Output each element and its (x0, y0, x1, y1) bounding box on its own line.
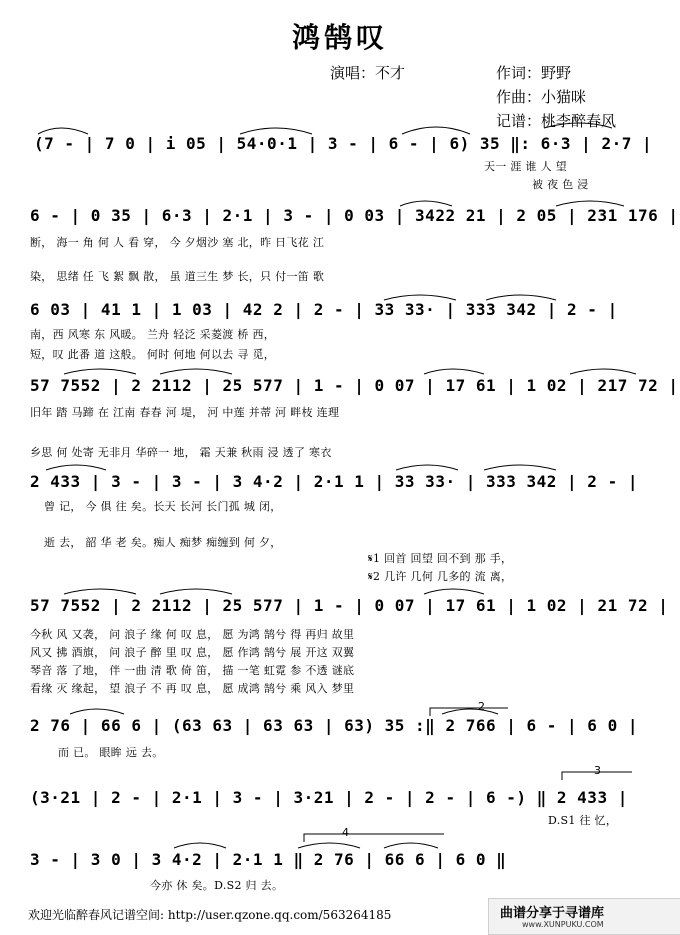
notation-row-8: (3·21 | 2 - | 2·1 | 3 - | 3·21 | 2 - | 2 - | 6 -) ‖ 2 433 | (30, 788, 628, 807)
lyric-row-4-verse-2: 乡思 何 处寄 无非月 华碎一 地， 霜 天兼 秋雨 浸 透了 寒衣 (30, 446, 332, 459)
singer-credit: 演唱：不才 (330, 64, 406, 82)
watermark-url: www.XUNPUKU.COM (522, 920, 604, 929)
watermark-title: 曲谱分享于寻谱库 (500, 906, 605, 921)
lyric-row-9: 今亦 休 矣。D.S2 归 去。 (150, 879, 284, 892)
volta-number: 2 (478, 700, 485, 713)
lyric-row-4-verse-1: 旧年 踏 马蹄 在 江南 春春 河 堤， 河 中莲 并蒂 河 畔枝 连理 (30, 406, 340, 419)
volta-number: 3 (594, 764, 601, 777)
lyric-row-7: 而 已。 眼眸 远 去。 (58, 746, 164, 759)
lyric-row-1-verse-2: 被 夜 色 浸 (532, 178, 589, 191)
notation-row-9: 3 - | 3 0 | 3 4·2 | 2·1 1 ‖ 2 76 | 66 6 | 6 0 ‖ (30, 850, 507, 869)
lyric-row-5-verse-1: 曾 记， 今 俱 往 矣。长天 长河 长门孤 城 闭， (44, 500, 282, 513)
lyric-row-3-verse-2: 短，叹 此番 道 这般。 何时 何地 何以去 寻 觅， (30, 348, 276, 361)
lyric-row-5-segno-2: 𝄋2 几许 几何 几多的 流 离， (368, 570, 513, 583)
notation-row-2: 6 - | 0 35 | 6·3 | 2·1 | 3 - | 0 03 | 3422 21 | 2 05 | 231 176 | (30, 206, 679, 225)
transcriber-credit: 记谱：桃李醉春风 (496, 112, 617, 130)
lyric-row-8: D.S1 往 忆， (548, 814, 618, 827)
score-title: 鸿鹄叹 (291, 21, 388, 54)
lyric-row-2-verse-2: 染， 思绪 任 飞 絮 飘 散， 虽 道三生 梦 长，只 付一笛 歌 (30, 270, 325, 283)
notation-row-3: 6 03 | 41 1 | 1 03 | 42 2 | 2 - | 33 33· | 333 342 | 2 - | (30, 300, 618, 319)
notation-row-1: (7 - | 7 0 | i 05 | 54·0·1 | 3 - | 6 - | 6) 35 ‖: 6·3 | 2·7 | (34, 134, 653, 153)
lyric-row-3-verse-1: 南，西 风寒 东 风暖。 兰舟 轻泛 采菱渡 桥 西， (30, 328, 276, 341)
notation-row-6: 57 7552 | 2 2112 | 25 577 | 1 - | 0 07 | 17 61 | 1 02 | 21 72 | (30, 596, 669, 615)
lyric-row-5-segno-1: 𝄋1 回首 回望 回不到 那 手， (368, 552, 513, 565)
lyric-row-6-verse-2: 风又 拂 酒旗， 问 浪子 醉 里 叹 息， 愿 作鸿 鹄兮 展 开这 双翼 (30, 646, 355, 659)
lyric-row-2-verse-1: 断， 海一 角 何 人 看 穿， 今 夕烟沙 塞 北，昨 日飞花 江 (30, 236, 325, 249)
lyric-row-6-verse-3: 琴音 落 了地， 伴 一曲 清 歌 倚 笛， 描 一笔 虹霓 参 不透 谜底 (30, 664, 355, 677)
lyric-row-6-verse-4: 看缘 灭 缘起， 望 浪子 不 再 叹 息， 愿 成鸿 鹄兮 乘 风入 梦里 (30, 682, 355, 695)
notation-row-7: 2 76 | 66 6 | (63 63 | 63 63 | 63) 35 :‖ 2 766 | 6 - | 6 0 | (30, 716, 638, 735)
footer-visit-text: 欢迎光临醉春风记谱空间: http://user.qzone.qq.com/563264185 (28, 908, 392, 922)
notation-row-4: 57 7552 | 2 2112 | 25 577 | 1 - | 0 07 | 17 61 | 1 02 | 217 72 | (30, 376, 679, 395)
volta-number: 4 (342, 826, 349, 839)
lyric-row-5-verse-2: 逝 去， 韶 华 老 矣。痴人 痴梦 痴缠到 何 夕， (44, 536, 282, 549)
lyric-row-6-verse-1: 今秋 风 又袭， 问 浪子 缘 何 叹 息， 愿 为鸿 鹄兮 得 再归 故里 (30, 628, 355, 641)
composer-credit: 作曲：小猫咪 (496, 88, 587, 106)
notation-row-5: 2 433 | 3 - | 3 - | 3 4·2 | 2·1 1 | 33 33· | 333 342 | 2 - | (30, 472, 638, 491)
lyric-row-1-verse-1: 天一 涯 谁 人 望 (484, 160, 567, 173)
lyricist-credit: 作词：野野 (496, 64, 572, 82)
